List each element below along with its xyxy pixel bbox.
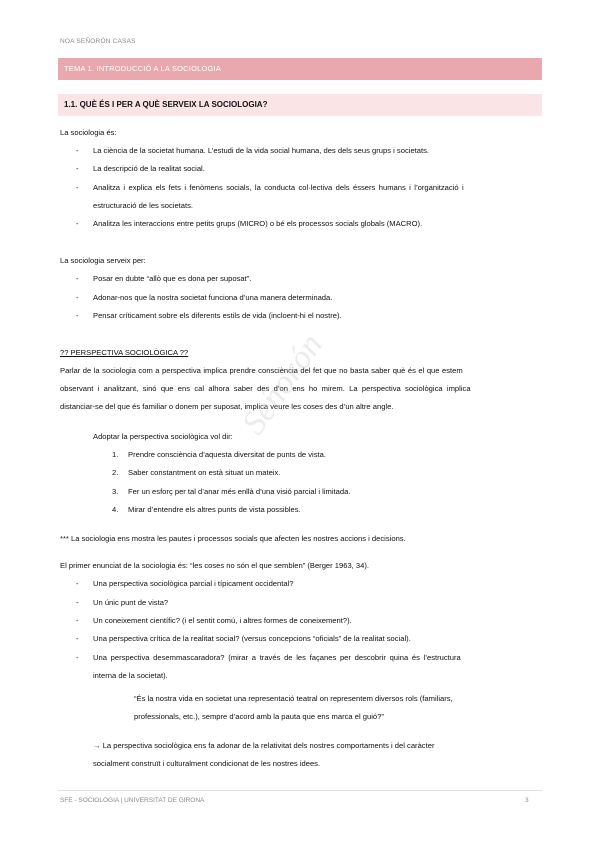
conclusion-line: → La perspectiva sociològica ens fa adonar de la relativitat dels nostres comportaments i del caràcter bbox=[93, 741, 435, 750]
question-item: Un únic punt de vista? bbox=[93, 598, 169, 607]
footer-text: SFE - SOCIOLOGIA | UNIVERSITAT DE GIRONA bbox=[60, 797, 205, 804]
header-author: NOA SEÑORÓN CASAS bbox=[60, 38, 136, 45]
definition-item-continued: estructuració de les societats. bbox=[93, 201, 194, 210]
step-text: Saber constantment on està situat un mateix. bbox=[128, 468, 281, 477]
section-title-bar bbox=[58, 94, 542, 116]
definition-item: Analitza les interaccions entre petits grups (MICRO) o bé els processos socials globals (MACRO). bbox=[93, 219, 423, 228]
bullet-dash: - bbox=[76, 274, 79, 283]
perspective-paragraph-line: observant i analitzant, sinó que ens cal alhora saber des d’on ens ho mirem. La perspectiva sociològica implica bbox=[60, 384, 471, 393]
definition-item: Analitza i explica els fets i fenòmens socials, la conducta col·lectiva dels éssers humans i l’organització i bbox=[93, 183, 464, 192]
perspective-paragraph-line: Parlar de la sociologia com a perspectiva implica prendre consciència del fet que no basta saber què és el que estem bbox=[60, 366, 463, 375]
step-number: 4. bbox=[112, 505, 119, 514]
step-text: Prendre consciència d’aquesta diversitat de punts de vista. bbox=[128, 450, 326, 459]
perspective-heading: ?? PERSPECTIVA SOCIOLÒGICA ?? bbox=[60, 348, 189, 357]
bullet-dash: - bbox=[76, 164, 79, 173]
question-item: Una perspectiva crítica de la realitat social? (versus concepcions “oficials” de la realitat social). bbox=[93, 634, 411, 643]
purpose-item: Pensar críticament sobre els diferents estils de vida (incloent-hi el nostre). bbox=[93, 311, 342, 320]
purpose-item: Posar en dubte “allò que es dona per suposat”. bbox=[93, 274, 252, 283]
step-number: 1. bbox=[112, 450, 119, 459]
purpose-item: Adonar-nos que la nostra societat funciona d’una manera determinada. bbox=[93, 293, 333, 302]
question-item: Una perspectiva desemmascaradora? (mirar a través de les façanes per descobrir quina és l’estructura bbox=[93, 653, 461, 662]
bullet-dash: - bbox=[76, 653, 79, 662]
step-number: 2. bbox=[112, 468, 119, 477]
bullet-dash: - bbox=[76, 183, 79, 192]
perspective-paragraph-line: distanciar-se del que és familiar o donem per suposat, implica veure les coses des d’un altre angle. bbox=[60, 402, 394, 411]
question-item: Un coneixement científic? (i el sentit comú, i altres formes de coneixement?). bbox=[93, 616, 352, 625]
first-statement-intro: El primer enunciat de la sociologia és: “les coses no són el que semblen” (Berger 1963, 34). bbox=[60, 561, 369, 570]
tema-title: TEMA 1. INTRODUCCIÓ A LA SOCIOLOGIA bbox=[64, 64, 222, 73]
bullet-dash: - bbox=[76, 311, 79, 320]
bullet-dash: - bbox=[76, 598, 79, 607]
bullet-dash: - bbox=[76, 634, 79, 643]
section-title: 1.1. QUÈ ÉS I PER A QUÈ SERVEIX LA SOCIOLOGIA? bbox=[64, 100, 268, 109]
page-number: 3 bbox=[525, 797, 529, 804]
footer-divider bbox=[58, 790, 542, 791]
definition-item: La descripció de la realitat social. bbox=[93, 164, 205, 173]
purpose-intro: La sociologia serveix per: bbox=[60, 256, 146, 265]
conclusion-line: socialment construït i culturalment condicionat de les nostres idees. bbox=[93, 759, 321, 768]
question-item: Una perspectiva sociològica parcial i típicament occidental? bbox=[93, 579, 294, 588]
quote-line: “És la nostra vida en societat una representació teatral on representem diversos rols (familiars, bbox=[134, 694, 453, 703]
definition-item: La ciència de la societat humana. L’estudi de la vida social humana, des dels seus grups i societats. bbox=[93, 146, 430, 155]
bullet-dash: - bbox=[76, 579, 79, 588]
step-text: Mirar d’entendre els altres punts de vista possibles. bbox=[128, 505, 301, 514]
step-text: Fer un esforç per tal d’anar més enllà d’una visió parcial i limitada. bbox=[128, 487, 351, 496]
definition-intro: La sociologia és: bbox=[60, 128, 117, 137]
adopt-intro: Adoptar la perspectiva sociològica vol dir: bbox=[93, 432, 233, 441]
bullet-dash: - bbox=[76, 146, 79, 155]
bullet-dash: - bbox=[76, 293, 79, 302]
tema-title-bar bbox=[58, 58, 542, 80]
quote-line: professionals, etc.), sempre d’acord amb la pauta que ens marca el guió?” bbox=[134, 712, 384, 721]
bullet-dash: - bbox=[76, 616, 79, 625]
step-number: 3. bbox=[112, 487, 119, 496]
question-item-continued: interna de la societat). bbox=[93, 671, 168, 680]
perspective-note: *** La sociologia ens mostra les pautes i processos socials que afecten les nostres accions i decisions. bbox=[60, 534, 406, 543]
bullet-dash: - bbox=[76, 219, 79, 228]
watermark: Señorón bbox=[235, 327, 331, 442]
